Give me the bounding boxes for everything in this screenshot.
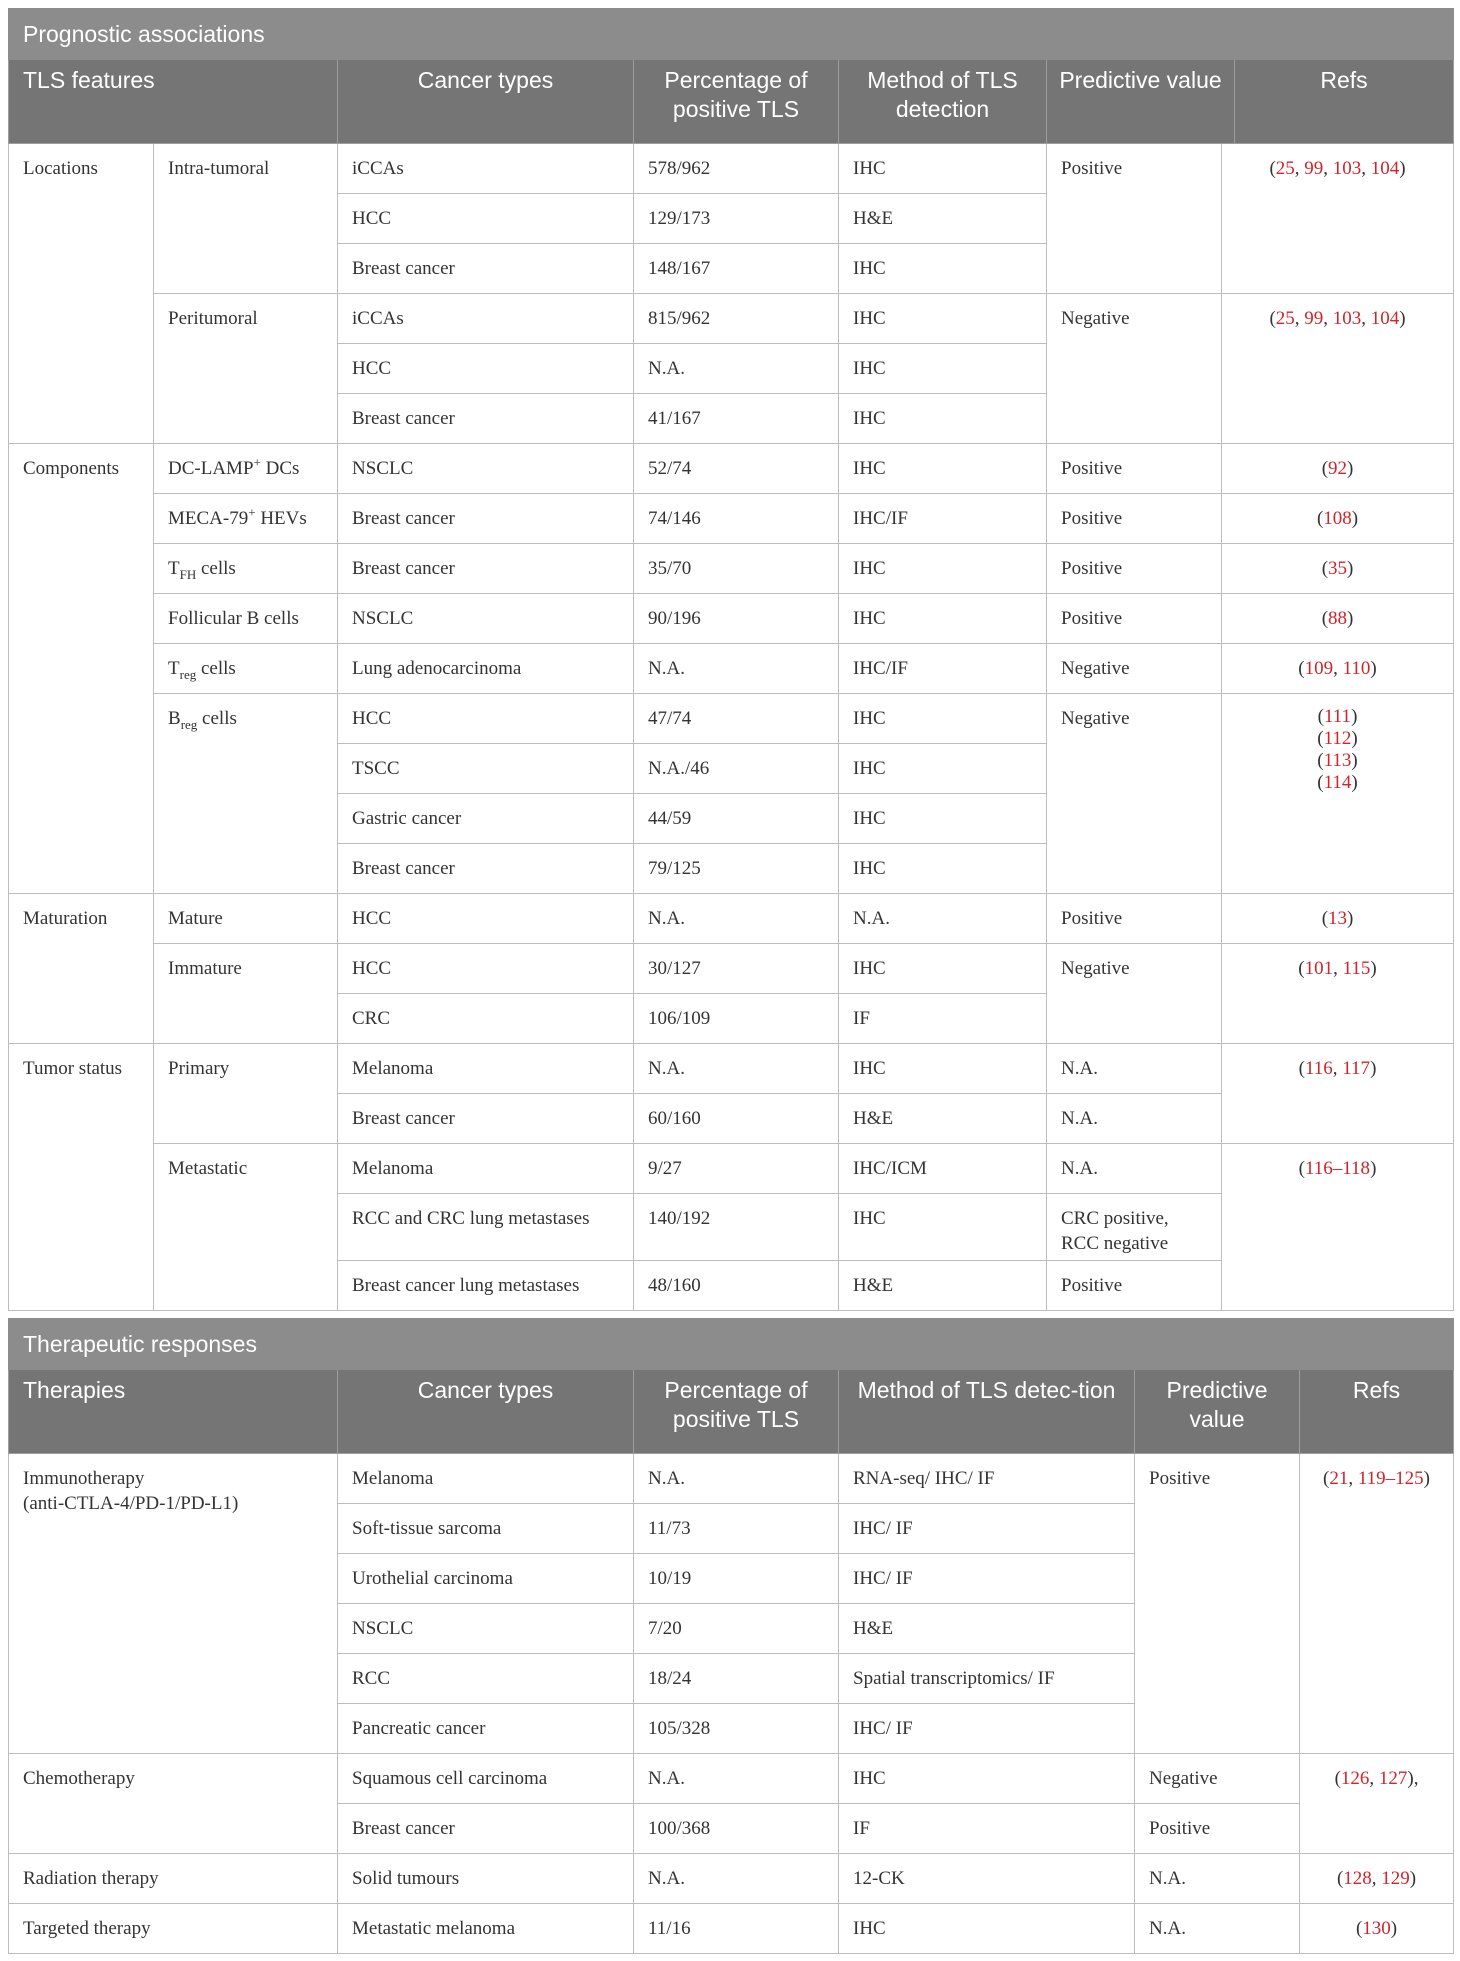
cell-predictive: Negative — [1047, 644, 1222, 694]
cell: Breast cancer — [338, 1804, 634, 1854]
cell: IHC — [839, 794, 1047, 844]
cell: HCC — [338, 344, 634, 394]
row-group-components: Components — [9, 444, 154, 894]
cell: Melanoma — [338, 1144, 634, 1194]
cell: NSCLC — [338, 594, 634, 644]
cell: IHC/IF — [839, 494, 1047, 544]
row-group-tumor-status: Tumor status — [9, 1044, 154, 1311]
cell: IHC — [839, 944, 1047, 994]
table-header-row — [9, 60, 1454, 144]
cell: Melanoma — [338, 1044, 634, 1094]
table-row — [9, 144, 1454, 194]
subgroup-intra-tumoral: Intra-tumoral — [154, 144, 338, 294]
cell: 41/167 — [634, 394, 839, 444]
cell: Gastric cancer — [338, 794, 634, 844]
cell: NSCLC — [338, 1604, 634, 1654]
cell: N.A. — [634, 894, 839, 944]
cell: IHC — [839, 844, 1047, 894]
cell: N.A. — [634, 1044, 839, 1094]
cell: RCC — [338, 1654, 634, 1704]
cell: IHC/ IF — [839, 1554, 1135, 1604]
refs-cell: (13) — [1222, 894, 1454, 944]
cell: Metastatic melanoma — [338, 1904, 634, 1954]
cell-predictive: Negative — [1047, 944, 1222, 1044]
refs-cell: (25, 99, 103, 104) — [1222, 144, 1454, 294]
cell: H&E — [839, 1261, 1047, 1311]
table-row — [9, 1454, 1454, 1504]
cell: N.A./46 — [634, 744, 839, 794]
refs-cell: (128, 129) — [1300, 1854, 1454, 1904]
subgroup-breg: $B_{reg}$ cells — [154, 694, 338, 894]
cell: Pancreatic cancer — [338, 1704, 634, 1754]
cell: IHC — [839, 444, 1047, 494]
table-row — [9, 294, 1454, 344]
cell: 100/368 — [634, 1804, 839, 1854]
table-row — [9, 444, 1454, 494]
subgroup-peritumoral: Peritumoral — [154, 294, 338, 444]
cell: 52/74 — [634, 444, 839, 494]
cell: HCC — [338, 194, 634, 244]
cell: 105/328 — [634, 1704, 839, 1754]
header-method: Method of TLS detection — [839, 60, 1047, 144]
cell: 44/59 — [634, 794, 839, 844]
cell: Breast cancer — [338, 544, 634, 594]
cell: Melanoma — [338, 1454, 634, 1504]
cell: 9/27 — [634, 1144, 839, 1194]
cell: Breast cancer — [338, 844, 634, 894]
cell: Lung adenocarcinoma — [338, 644, 634, 694]
row-group-locations: Locations — [9, 144, 154, 444]
refs-cell: (116–118) — [1222, 1144, 1454, 1311]
refs-cell: (126, 127), — [1300, 1754, 1454, 1854]
row-group-targeted: Targeted therapy — [9, 1904, 338, 1954]
cell: IHC — [839, 544, 1047, 594]
subgroup-dc-lamp: DC-LAMP+ DCs — [154, 444, 338, 494]
cell: IHC — [839, 344, 1047, 394]
table-row — [9, 494, 1454, 544]
cell: IHC — [839, 244, 1047, 294]
cell: 578/962 — [634, 144, 839, 194]
header-predictive: Predictive value — [1059, 67, 1222, 93]
row-group-chemotherapy: Chemotherapy — [9, 1754, 338, 1854]
cell: N.A. — [634, 344, 839, 394]
cell: IHC — [839, 394, 1047, 444]
header-refs: Refs — [1300, 1370, 1454, 1454]
header-refs: Refs — [1235, 60, 1454, 143]
cell: 79/125 — [634, 844, 839, 894]
refs-cell: (116, 117) — [1222, 1044, 1454, 1144]
cell-predictive: Positive — [1047, 144, 1222, 294]
cell: N.A. — [634, 644, 839, 694]
subgroup-primary: Primary — [154, 1044, 338, 1144]
cell-predictive: Positive — [1047, 444, 1222, 494]
cell: IHC — [839, 1044, 1047, 1094]
cell: IHC/IF — [839, 644, 1047, 694]
cell: HCC — [338, 894, 634, 944]
cell: IHC/ IF — [839, 1704, 1135, 1754]
table-row — [9, 894, 1454, 944]
header-percentage: Percentage of positive TLS — [634, 1370, 839, 1454]
cell-predictive: Positive — [1047, 494, 1222, 544]
cell: 90/196 — [634, 594, 839, 644]
cell-predictive: N.A. — [1135, 1854, 1300, 1904]
subgroup-mature: Mature — [154, 894, 338, 944]
header-method: Method of TLS detec-tion — [839, 1370, 1135, 1454]
cell: Breast cancer — [338, 1094, 634, 1144]
cell: 18/24 — [634, 1654, 839, 1704]
cell: H&E — [839, 1094, 1047, 1144]
cell: 30/127 — [634, 944, 839, 994]
cell: 35/70 — [634, 544, 839, 594]
cell: Breast cancer — [338, 394, 634, 444]
table-row — [9, 594, 1454, 644]
cell: Breast cancer — [338, 494, 634, 544]
cell: Breast cancer lung metastases — [338, 1261, 634, 1311]
cell-predictive: Negative — [1047, 694, 1222, 894]
cell: IHC — [839, 144, 1047, 194]
cell: iCCAs — [338, 294, 634, 344]
header-percentage: Percentage of positive TLS — [634, 60, 839, 144]
refs-cell: (35) — [1222, 544, 1454, 594]
header-cancer-types: Cancer types — [338, 1370, 634, 1454]
cell: 74/146 — [634, 494, 839, 544]
table-row — [9, 1754, 1454, 1804]
row-group-maturation: Maturation — [9, 894, 154, 1044]
cell: NSCLC — [338, 444, 634, 494]
cell-predictive: Positive — [1047, 594, 1222, 644]
cell: 10/19 — [634, 1554, 839, 1604]
cell: IHC — [839, 1904, 1135, 1954]
table-row — [9, 694, 1454, 744]
cell-predictive: Positive — [1047, 1261, 1222, 1311]
cell-predictive: Positive — [1047, 894, 1222, 944]
cell-predictive: N.A. — [1047, 1144, 1222, 1194]
row-group-radiation: Radiation therapy — [9, 1854, 338, 1904]
row-group-immunotherapy: Immunotherapy (anti-CTLA-4/PD-1/PD-L1) — [9, 1454, 338, 1754]
cell-predictive: N.A. — [1047, 1044, 1222, 1094]
cell: IHC — [839, 744, 1047, 794]
subgroup-follicular-b: Follicular B cells — [154, 594, 338, 644]
cell: IHC — [839, 694, 1047, 744]
header-therapies: Therapies — [9, 1370, 338, 1454]
header-predictive: Predictive value — [1135, 1370, 1300, 1454]
cell: RNA-seq/ IHC/ IF — [839, 1454, 1135, 1504]
cell: 47/74 — [634, 694, 839, 744]
subgroup-immature: Immature — [154, 944, 338, 1044]
cell: Solid tumours — [338, 1854, 634, 1904]
table-row — [9, 544, 1454, 594]
cell: 11/16 — [634, 1904, 839, 1954]
cell-predictive: CRC positive, RCC negative — [1047, 1194, 1222, 1261]
therapeutic-responses-table — [8, 1318, 1454, 1954]
subgroup-metastatic: Metastatic — [154, 1144, 338, 1311]
cell: 106/109 — [634, 994, 839, 1044]
cell-predictive: N.A. — [1047, 1094, 1222, 1144]
subgroup-meca79: MECA-79+ HEVs — [154, 494, 338, 544]
cell: 60/160 — [634, 1094, 839, 1144]
cell: TSCC — [338, 744, 634, 794]
cell: iCCAs — [338, 144, 634, 194]
refs-cell: (88) — [1222, 594, 1454, 644]
refs-cell: (21, 119–125) — [1300, 1454, 1454, 1754]
section-title-therapeutic: Therapeutic responses — [9, 1319, 1454, 1370]
cell: 12-CK — [839, 1854, 1135, 1904]
cell: N.A. — [634, 1854, 839, 1904]
cell: Squamous cell carcinoma — [338, 1754, 634, 1804]
section-title-prognostic: Prognostic associations — [9, 9, 1454, 60]
table-row — [9, 644, 1454, 694]
cell: IHC — [839, 594, 1047, 644]
cell: Breast cancer — [338, 244, 634, 294]
table-row — [9, 1904, 1454, 1954]
cell: Soft-tissue sarcoma — [338, 1504, 634, 1554]
cell: 815/962 — [634, 294, 839, 344]
prognostic-associations-table — [8, 8, 1454, 1311]
table-row — [9, 944, 1454, 994]
cell: IF — [839, 1804, 1135, 1854]
refs-cell: (130) — [1300, 1904, 1454, 1954]
cell: IF — [839, 994, 1047, 1044]
cell: HCC — [338, 944, 634, 994]
cell: H&E — [839, 194, 1047, 244]
cell: HCC — [338, 694, 634, 744]
cell: 11/73 — [634, 1504, 839, 1554]
cell: N.A. — [634, 1754, 839, 1804]
cell: Spatial transcriptomics/ IF — [839, 1654, 1135, 1704]
cell: 48/160 — [634, 1261, 839, 1311]
cell-predictive: Positive — [1135, 1454, 1300, 1754]
table-row — [9, 1044, 1454, 1094]
cell: IHC — [839, 1754, 1135, 1804]
cell-predictive: Negative — [1135, 1754, 1300, 1804]
cell: N.A. — [634, 1454, 839, 1504]
cell: 129/173 — [634, 194, 839, 244]
cell: RCC and CRC lung metastases — [338, 1194, 634, 1261]
refs-cell: (101, 115) — [1222, 944, 1454, 1044]
refs-cell: (111) (112) (113) (114) — [1222, 694, 1454, 894]
cell: 140/192 — [634, 1194, 839, 1261]
table-row — [9, 1854, 1454, 1904]
cell: Urothelial carcinoma — [338, 1554, 634, 1604]
cell: 148/167 — [634, 244, 839, 294]
refs-cell: (108) — [1222, 494, 1454, 544]
cell-predictive: N.A. — [1135, 1904, 1300, 1954]
table-header-row — [9, 1370, 1454, 1454]
header-tls-features: TLS features — [9, 60, 338, 144]
cell: IHC — [839, 1194, 1047, 1261]
cell: 7/20 — [634, 1604, 839, 1654]
subgroup-tfh: $T_{FH}$ cells — [154, 544, 338, 594]
subgroup-treg: $T_{reg}$ cells — [154, 644, 338, 694]
cell: N.A. — [839, 894, 1047, 944]
cell: IHC/ IF — [839, 1504, 1135, 1554]
refs-cell: (25, 99, 103, 104) — [1222, 294, 1454, 444]
cell-predictive: Positive — [1047, 544, 1222, 594]
cell: H&E — [839, 1604, 1135, 1654]
header-cancer-types: Cancer types — [338, 60, 634, 144]
cell-predictive: Positive — [1135, 1804, 1300, 1854]
cell-predictive: Negative — [1047, 294, 1222, 444]
table-row — [9, 1144, 1454, 1194]
cell: CRC — [338, 994, 634, 1044]
refs-cell: (92) — [1222, 444, 1454, 494]
cell: IHC/ICM — [839, 1144, 1047, 1194]
cell: IHC — [839, 294, 1047, 344]
refs-cell: (109, 110) — [1222, 644, 1454, 694]
